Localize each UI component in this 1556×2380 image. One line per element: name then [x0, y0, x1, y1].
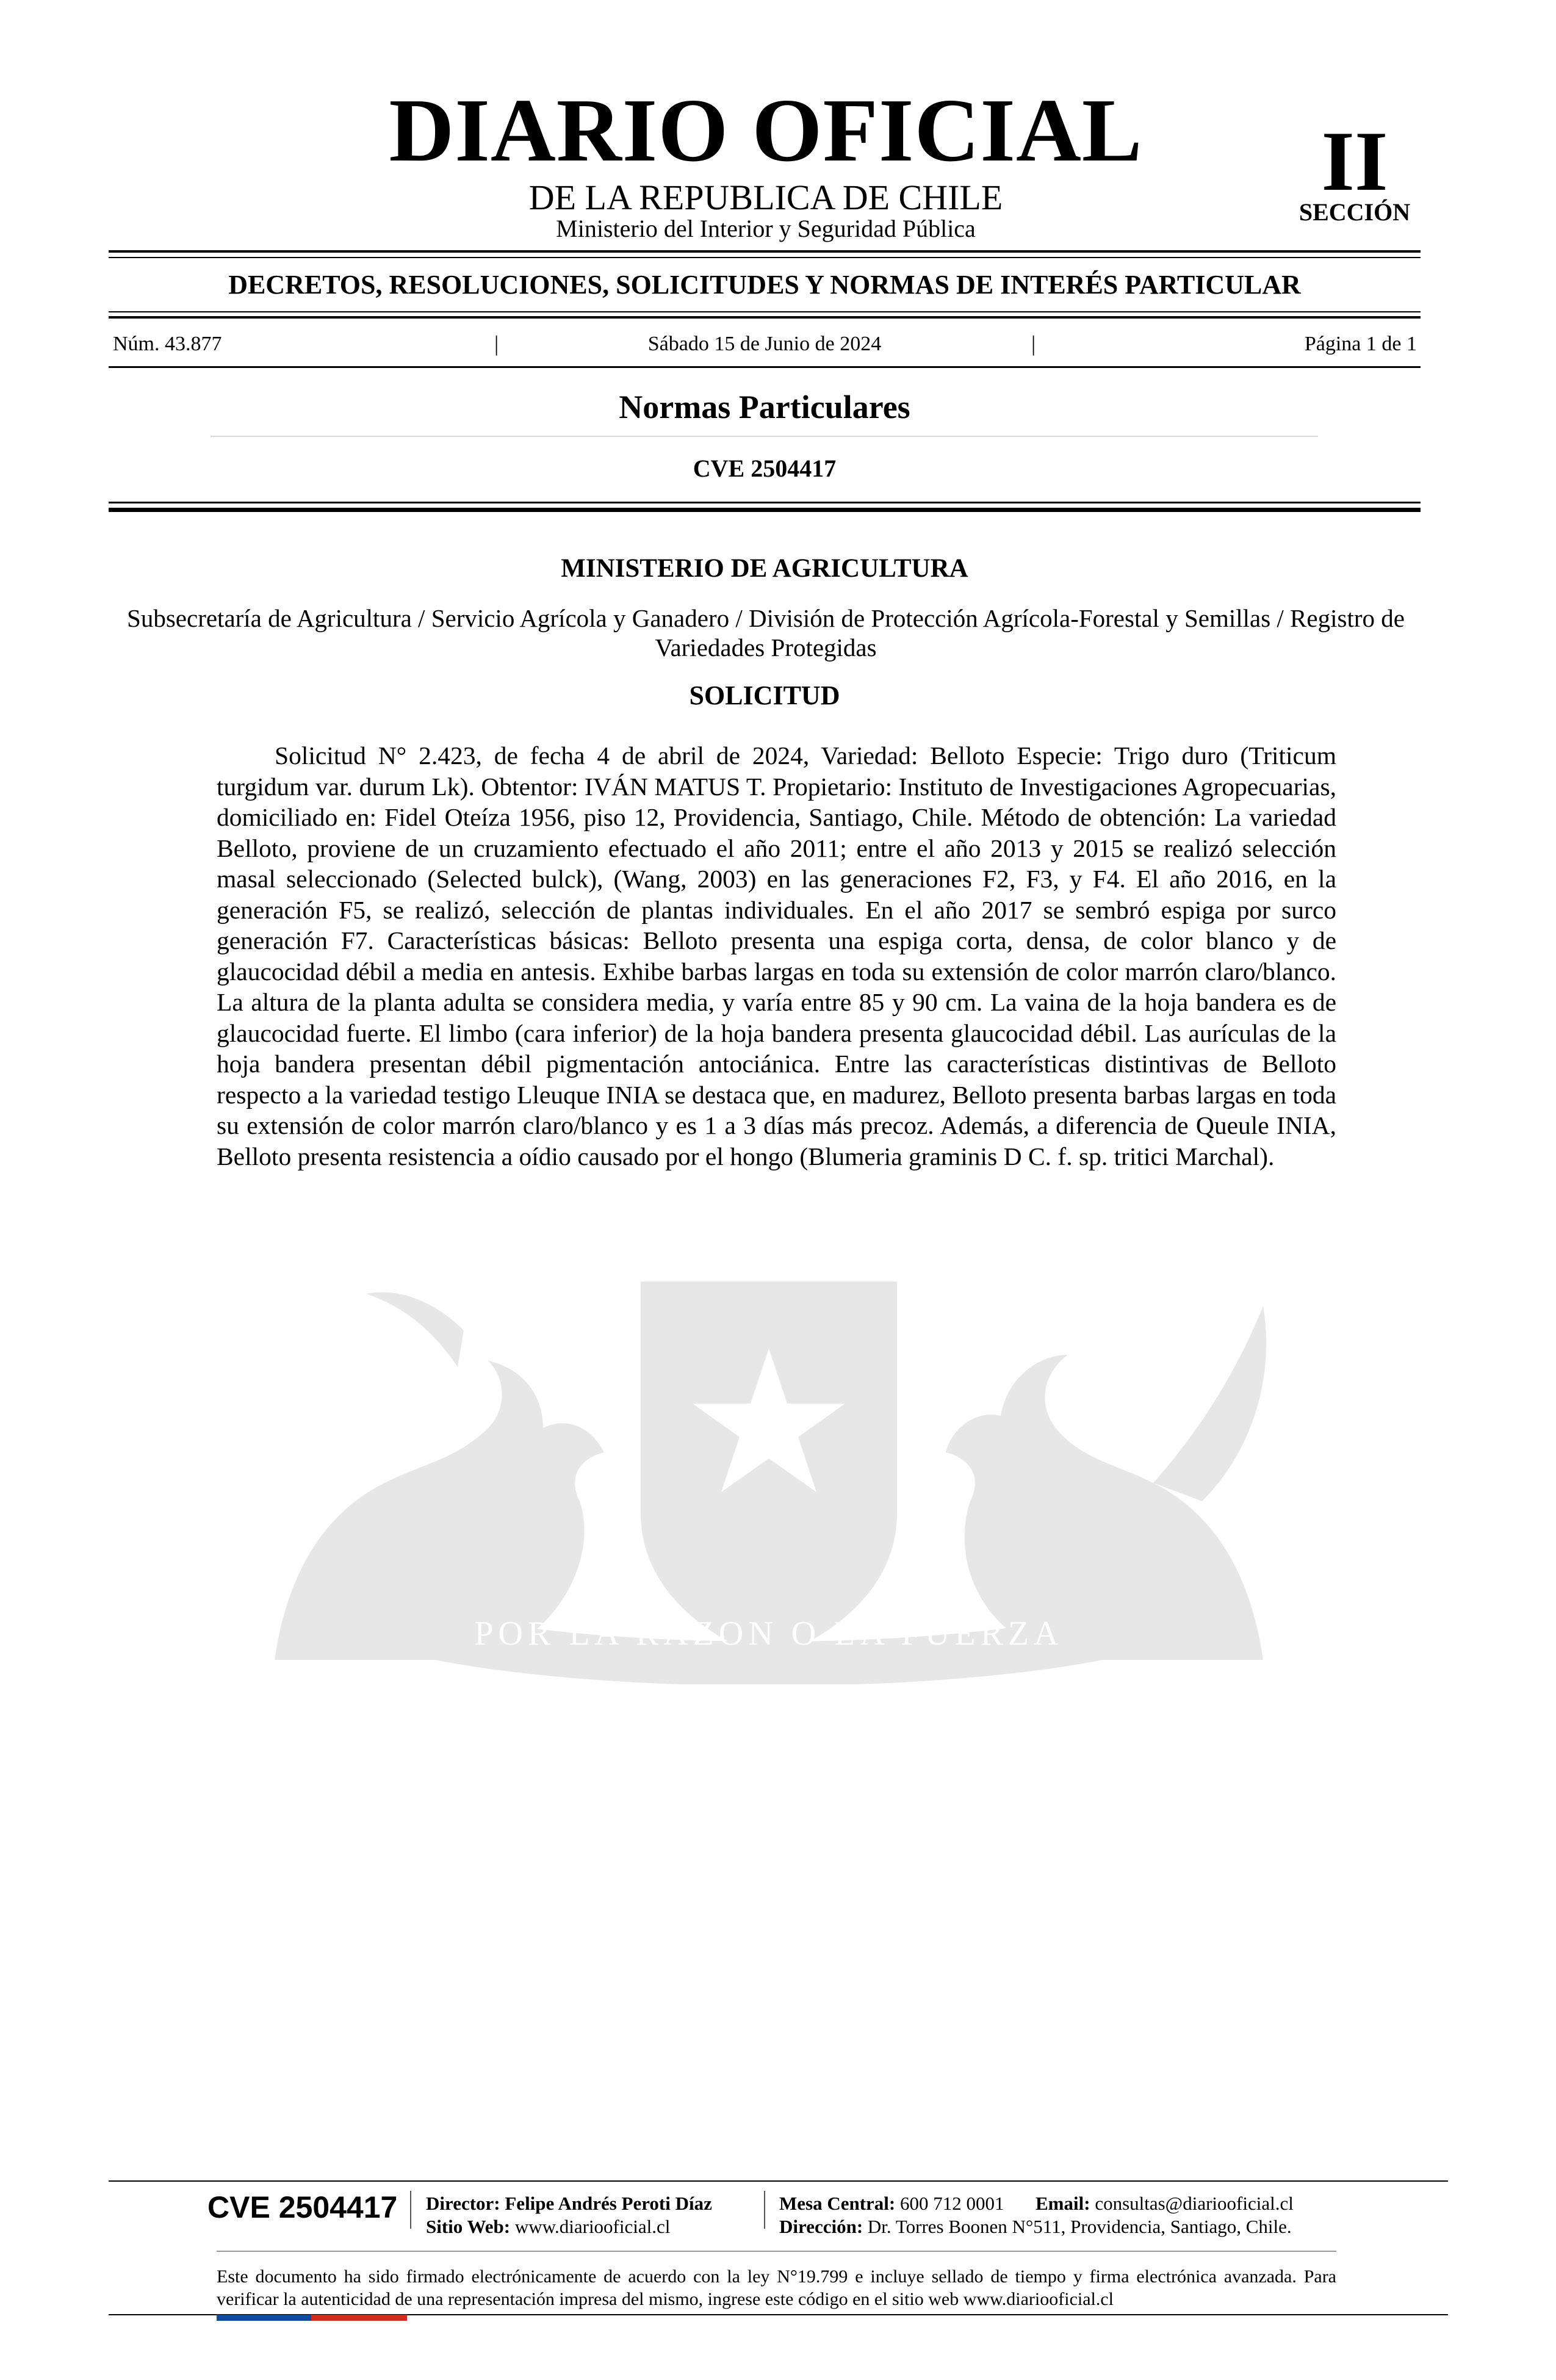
masthead-ministry: Ministerio del Interior y Seguridad Pública: [556, 215, 976, 242]
section-heading: Normas Particulares: [619, 389, 910, 425]
footer-address-value: Dr. Torres Boonen N°511, Providencia, Santiago, Chile.: [867, 2216, 1292, 2237]
cve-rule-top: [109, 502, 1421, 503]
footer-legal-notice: Este documento ha sido firmado electrónicamente de acuerdo con la ley N°19.799 e incluye sellado de tiempo y firma electrónica avanzada. Para verificar la autenticidad de una representación impresa del mismo, ingrese este código en el sitio web www.diariooficial.cl: [217, 2266, 1336, 2309]
masthead-rule-top: [109, 250, 1421, 253]
meta-separator: |: [1031, 331, 1036, 356]
footer-address: [779, 2217, 1292, 2236]
footer-contact: [779, 2194, 1294, 2213]
watermark-motto: POR LA RAZON O LA FUERZA: [474, 1615, 1064, 1653]
footer-director-value: Felipe Andrés Peroti Díaz: [505, 2193, 712, 2214]
ministry-name: MINISTERIO DE AGRICULTURA: [561, 554, 968, 583]
flag-stripe-blue: [217, 2315, 311, 2321]
footer-address-label: Dirección:: [779, 2216, 863, 2237]
footer-director-label: Director:: [426, 2193, 500, 2214]
issue-number: Núm. 43.877: [113, 333, 222, 355]
cve-rule-bottom: [109, 508, 1421, 512]
document-body: Solicitud N° 2.423, de fecha 4 de abril de 2024, Variedad: Belloto Especie: Trigo duro (Triticum turgidum var. durum Lk). Obtentor: IVÁN MATUS T. Propietario: Instituto de Investigaciones Agropecuarias, domiciliado en: Fidel Oteíza 1956, piso 12, Providencia, Santiago, Chile. Método de obtención: La variedad Belloto, proviene de un cruzamiento efectuado el año 2011; entre el año 2013 y 2015 se realizó selección masal seleccionado (Selected bulck), (Wang, 2003) en las generaciones F2, F3, y F4. El año 2016, en la generación F5, se realizó, selección de plantas individuales. En el año 2017 se sembró espiga por surco generación F7. Características básicas: Belloto presenta una espiga corta, densa, de color blanco y de glaucocidad débil a media en antesis. Exhibe barbas largas en toda su extensión de color marrón claro/blanco. La altura de la planta adulta se considera media, y varía entre 85 y 90 cm. La vaina de la hoja bandera es de glaucocidad fuerte. El limbo (cara inferior) de la hoja bandera presenta glaucocidad débil. Las aurículas de la hoja bandera presentan débil pigmentación antociánica. Entre las características distintivas de Belloto respecto a la variedad testigo Lleuque INIA se destaca que, en madurez, Belloto presenta barbas largas en toda su extensión de color marrón claro/blanco y es 1 a 3 días más precoz. Además, a diferencia de Queule INIA, Belloto presenta resistencia a oídio causado por el hongo (Blumeria graminis D C. f. sp. tritici Marchal).: [217, 741, 1336, 1170]
category-title: DECRETOS, RESOLUCIONES, SOLICITUDES Y NORMAS DE INTERÉS PARTICULAR: [228, 270, 1301, 300]
page-indicator: Página 1 de 1: [1304, 333, 1417, 355]
footer-website-label: Sitio Web:: [426, 2216, 511, 2237]
footer-phone-label: Mesa Central:: [779, 2193, 896, 2214]
footer-website-link[interactable]: www.diariooficial.cl: [514, 2216, 671, 2237]
masthead-subtitle: DE LA REPUBLICA DE CHILE: [528, 178, 1003, 217]
section-heading-underline: [211, 436, 1318, 437]
subsecretaria-path: Subsecretaría de Agricultura / Servicio Agrícola y Ganadero / División de Protección Agrícola-Forestal y Semillas / Registro de Variedades Protegidas: [127, 604, 1405, 662]
issue-date: Sábado 15 de Junio de 2024: [647, 333, 882, 355]
section-numeral: II: [1321, 114, 1388, 209]
meta-separator: |: [494, 331, 499, 356]
section-label: SECCIÓN: [1298, 198, 1411, 226]
category-rule-bottom: [109, 316, 1421, 319]
footer-rule-middle: [217, 2251, 1336, 2252]
footer-cve-code: CVE 2504417: [207, 2190, 398, 2224]
cve-code: CVE 2504417: [693, 455, 837, 482]
meta-rule: [109, 366, 1421, 368]
footer-website: [426, 2217, 670, 2236]
masthead-title: DIARIO OFICIAL: [389, 81, 1143, 181]
footer-separator: [764, 2191, 765, 2229]
footer-email-label: Email:: [1036, 2193, 1090, 2214]
masthead-rule-bottom: [109, 257, 1421, 258]
footer-separator: [410, 2191, 411, 2229]
footer-director: [426, 2194, 712, 2213]
footer-phone-value: 600 712 0001: [900, 2193, 1004, 2214]
category-rule-top: [109, 311, 1421, 312]
flag-stripe-red: [311, 2315, 407, 2321]
footer-rule-top: [109, 2180, 1448, 2182]
footer-email-link[interactable]: consultas@diariooficial.cl: [1095, 2193, 1294, 2214]
coat-of-arms-watermark: [201, 1196, 1336, 1684]
document-title: SOLICITUD: [689, 680, 840, 710]
